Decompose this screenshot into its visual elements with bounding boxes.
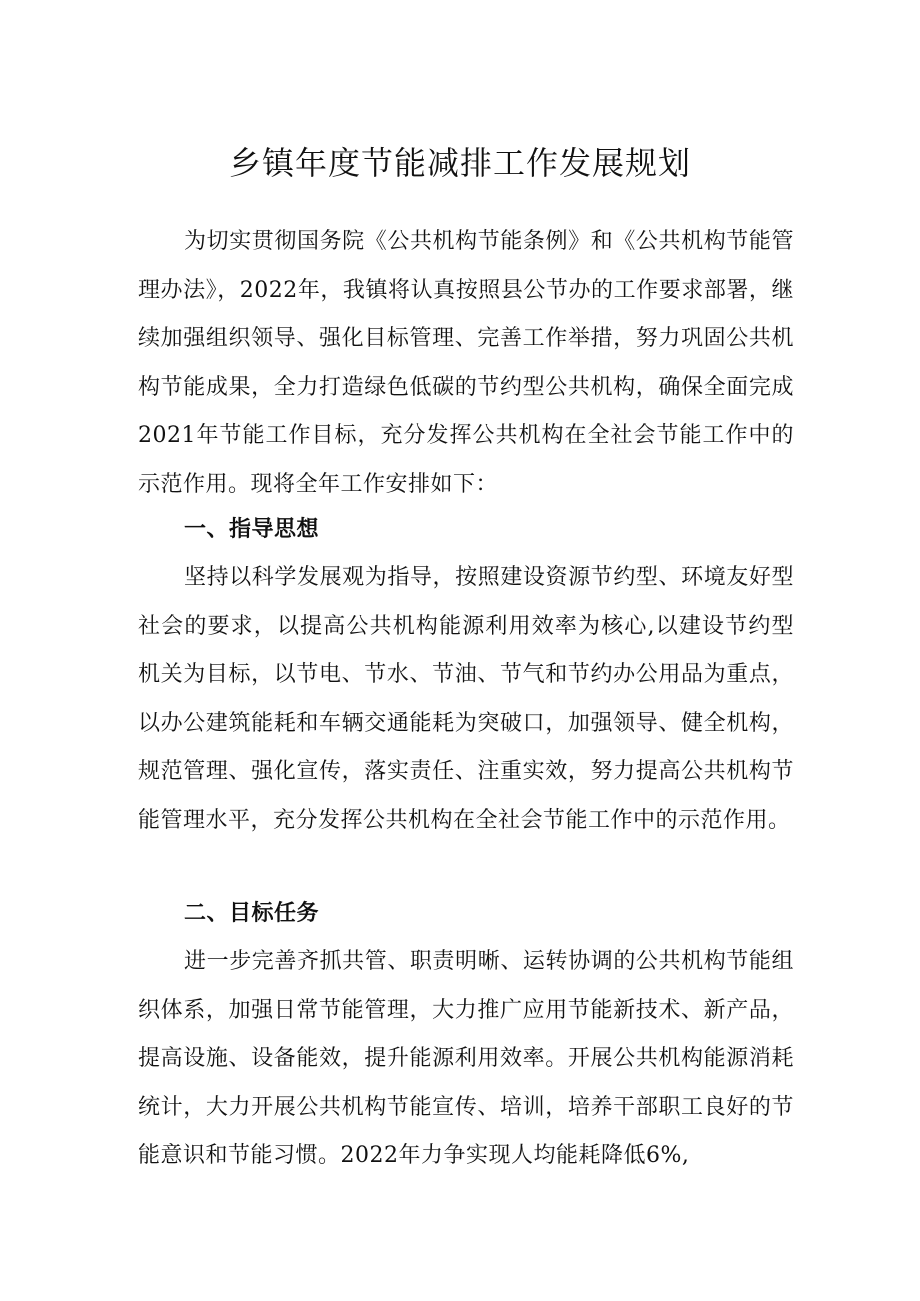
document-title: 乡镇年度节能减排工作发展规划 bbox=[228, 144, 691, 182]
intro-paragraph: 为切实贯彻国务院《公共机构节能条例》和《公共机构节能管理办法》，2022年，我镇将认真按照县公节办的工作要求部署，继续加强组织领导、强化目标管理、完善工作举措，努力巩固公共机构节能成果，全力打造绿色低碳的节约型公共机构，确保全面完成2021年节能工作目标，充分发挥公共机构在全社会节能工作中的示范作用。现将全年工作安排如下： bbox=[138, 229, 794, 497]
section-paragraph-guiding-ideology: 坚持以科学发展观为指导，按照建设资源节约型、环境友好型社会的要求，以提高公共机构能源利用效率为核心,以建设节约型机关为目标，以节电、节水、节油、节气和节约办公用品为重点，以办公建筑能耗和车辆交通能耗为突破口，加强领导、健全机构，规范管理、强化宣传，落实责任、注重实效，努力提高公共机构节能管理水平，充分发挥公共机构在全社会节能工作中的示范作用。 bbox=[138, 565, 794, 833]
section-heading-guiding-ideology: 一、指导思想 bbox=[184, 517, 320, 542]
section-paragraph-goals-tasks: 进一步完善齐抓共管、职责明晰、运转协调的公共机构节能组织体系，加强日常节能管理，大力推广应用节能新技术、新产品，提高设施、设备能效，提升能源利用效率。开展公共机构能源消耗统计，大力开展公共机构节能宣传、培训，培养干部职工良好的节能意识和节能习惯。2022年力争实现人均能耗降低6%, bbox=[138, 949, 794, 1169]
section-heading-goals-tasks: 二、目标任务 bbox=[184, 901, 320, 926]
